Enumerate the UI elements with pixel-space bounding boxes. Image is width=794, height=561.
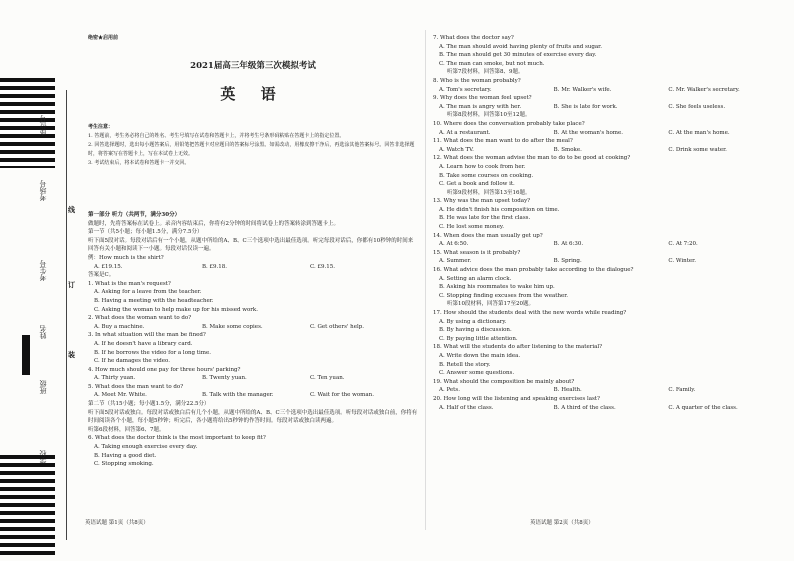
question-list-left xyxy=(88,280,418,400)
option: A. Watch TV. xyxy=(439,146,474,153)
binding-label-room: 考场号 xyxy=(39,180,47,201)
option: A. Half of the class. xyxy=(439,404,494,411)
option: C. Drink some water. xyxy=(668,146,727,153)
confidential-tag: 绝密★启用前 xyxy=(88,35,119,41)
option: A. At 6:50. xyxy=(439,241,469,248)
part1-instructions: 听下面5段对话。每段对话后有一个小题，从题中所给的A、B、C三个选项中选出最佳选项。听完每段对话后，你都有10秒钟的时间来回答有关小题和阅读下一小题。每段对话仅读一遍。 xyxy=(88,237,414,253)
option: C. He lost some money. xyxy=(439,224,504,231)
option: A. £19.15. xyxy=(94,263,123,270)
part2-heading: 第二节（共15小题；每小题1.5分，满分22.5分） xyxy=(88,401,210,408)
option: A. The man should avoid having plenty of fruits and sugar. xyxy=(439,43,602,50)
seal-ding: 订 xyxy=(68,280,75,289)
page-footer-right: 英语试题 第2页（共8页） xyxy=(530,520,594,526)
notice-heading: 考生注意： xyxy=(88,124,114,130)
option: C. Asking the woman to help make up for his missed work. xyxy=(94,306,258,313)
option: C. Get a book and follow it. xyxy=(439,181,515,188)
question-text: 7. What does the doctor say? xyxy=(433,35,514,41)
option: B. By having a discussion. xyxy=(439,327,512,334)
question-text: 4. How much should one pay for three hours' parking? xyxy=(88,366,241,373)
option-row xyxy=(439,404,783,413)
notice-item: 2. 回答选择题时，选出每小题答案后，用铅笔把答题卡对应题目的答案标号涂黑。如需改动，用橡皮擦干净后，再选涂其他答案标号。回答非选择题时，将答案写在答题卡上，写在本试卷上无效。 xyxy=(88,142,415,157)
option-row xyxy=(94,391,418,400)
question-text: 14. When does the man usually get up? xyxy=(433,232,543,239)
option: C. Wait for the woman. xyxy=(310,392,374,399)
option: A. Summer. xyxy=(439,258,472,265)
question-text: 3. In what situation will the man be fined? xyxy=(88,332,206,339)
question-text: 12. What does the woman advise the man to do to be good at cooking? xyxy=(433,155,631,162)
option: A. If he doesn't have a library card. xyxy=(94,340,193,347)
option: C. Get others' help. xyxy=(310,323,364,330)
option-row xyxy=(439,240,783,249)
option-row xyxy=(439,146,783,155)
option: B. The man should get 30 minutes of exercise every day. xyxy=(439,52,597,59)
option: B. Spring. xyxy=(553,258,582,265)
option: B. Mr. Walker's wife. xyxy=(553,86,612,93)
question-text: 17. How should the students deal with the new words while reading? xyxy=(433,310,627,316)
option: C. The man can smoke, but not much. xyxy=(439,60,545,67)
option: C. Ten yuan. xyxy=(310,375,345,382)
option: C. By paying little attention. xyxy=(439,335,518,342)
option: B. He was late for the first class. xyxy=(439,215,531,222)
option: B. She is late for work. xyxy=(553,103,618,110)
option: A. Thirty yuan. xyxy=(94,375,136,382)
option: A. Pets. xyxy=(439,387,460,394)
option: B. Retell the story. xyxy=(439,361,491,368)
column-divider xyxy=(425,30,426,530)
seal-zhuang: 装 xyxy=(68,350,75,359)
option-row xyxy=(439,386,783,395)
option: C. A quarter of the class. xyxy=(668,404,738,411)
option: C. At the man's home. xyxy=(668,129,730,136)
option: C. If he damages the video. xyxy=(94,358,171,365)
option: B. Take some courses on cooking. xyxy=(439,172,534,179)
option: A. By using a dictionary. xyxy=(439,318,507,325)
option: A. Write down the main idea. xyxy=(439,352,521,359)
binding-label-school: 学校 xyxy=(39,450,47,464)
material-note: 听第6段材料，回答第6、7题。 xyxy=(88,426,165,433)
question-list-right xyxy=(433,34,783,412)
option: C. At 7:20. xyxy=(668,241,698,248)
option: B. Smoke. xyxy=(553,146,582,153)
exam-notice xyxy=(88,123,418,168)
material-note: 听第7段材料，回答第8、9题。 xyxy=(447,69,524,76)
option: C. Stopping smoking. xyxy=(94,461,154,468)
notice-item: 3. 考试结束后，将本试卷和答题卡一并交回。 xyxy=(88,160,190,166)
option: B. £9.18. xyxy=(202,263,228,270)
example-options xyxy=(94,263,418,272)
listening-section xyxy=(88,211,418,469)
option: B. Having a good diet. xyxy=(94,452,157,459)
option: A. Asking for a leave from the teacher. xyxy=(94,289,202,296)
option-row xyxy=(439,257,783,266)
option: C. Stopping finding excuses from the weather. xyxy=(439,292,569,299)
option: A. Setting an alarm clock. xyxy=(439,275,512,282)
section-heading: 第一部分 听力（共两节，满分30分） xyxy=(88,212,181,218)
binding-label-name: 姓名 xyxy=(39,325,47,339)
binding-line xyxy=(66,90,67,540)
option: A. Taking enough exercise every day. xyxy=(94,444,198,451)
question-text: 13. Why was the man upset today? xyxy=(433,198,531,205)
option: C. £9.15. xyxy=(310,263,336,270)
option: B. If he borrows the video for a long time. xyxy=(94,349,211,356)
option: B. Health. xyxy=(553,387,582,394)
option: A. Meet Mr. White. xyxy=(94,392,147,399)
option: B. Twenty yuan. xyxy=(202,375,247,382)
material-note: 听第9段材料，回答第13至16题。 xyxy=(447,189,531,196)
option: A. He didn't finish his composition on time. xyxy=(439,206,560,213)
option-row xyxy=(94,323,418,332)
option: C. Winter. xyxy=(668,258,696,265)
option: B. Make some copies. xyxy=(202,323,263,330)
seal-xian: 线 xyxy=(68,205,75,214)
part1-heading: 第一节（共5小题；每小题1.5分，满分7.5分） xyxy=(88,229,203,236)
option: B. Asking his roommates to wake him up. xyxy=(439,284,555,291)
question-text: 16. What advice does the man probably take according to the dialogue? xyxy=(433,267,634,274)
option-row xyxy=(94,374,418,383)
option: A. Buy a machine. xyxy=(94,323,145,330)
binding-label-class: 班级 xyxy=(39,380,47,394)
material-note: 听第8段材料，回答第10至12题。 xyxy=(447,112,531,119)
option-row xyxy=(439,86,783,95)
notice-item: 1. 答题前，考生务必将自己的姓名、考生号填写在试卷和答题卡上，并将考生号条形码粘贴在答题卡上的指定位置。 xyxy=(88,133,345,139)
question-text: 2. What does the woman want to do? xyxy=(88,315,192,322)
question-text: 8. Who is the woman probably? xyxy=(433,77,521,84)
option: B. At the woman's home. xyxy=(553,129,624,136)
binding-strip xyxy=(0,0,90,561)
option: A. At a restaurant. xyxy=(439,129,491,136)
question-text: 18. What will the students do after listening to the material? xyxy=(433,344,603,351)
part2-instructions: 听下面5段对话或独白。每段对话或独白后有几个小题，从题中所给的A、B、C三个选项中选出最佳选项。听每段对话或独白前，你将有时间阅读各个小题，每小题5秒钟；听完后，各小题将给出5秒钟的作答时间。每段对话或独白读两遍。 xyxy=(88,409,418,425)
page-footer-left: 英语试题 第1页（共8页） xyxy=(85,520,149,526)
option: A. Learn how to cook from her. xyxy=(439,163,526,170)
option: C. Family. xyxy=(668,387,696,394)
question-text: 11. What does the man want to do after the meal? xyxy=(433,138,573,145)
section-intro: 做题时，先将答案标在试卷上。录音内容结束后，你将有2分钟的时间将试卷上的答案转涂到答题卡上。 xyxy=(88,220,340,227)
question-text: 9. Why does the woman feel upset? xyxy=(433,95,532,102)
question-text: 10. Where does the conversation probably take place? xyxy=(433,120,585,127)
subject-title: 英 语 xyxy=(220,85,286,103)
option: C. Mr. Walker's secretary. xyxy=(668,86,740,93)
barcode-stripes-bottom xyxy=(0,455,55,555)
option: C. Answer some questions. xyxy=(439,370,515,377)
option: B. Talk with the manager. xyxy=(202,392,274,399)
question-text: 20. How long will the listening and speaking exercises last? xyxy=(433,395,600,402)
binding-label-seat: 座位号 xyxy=(39,115,47,136)
option: B. A third of the class. xyxy=(553,404,616,411)
exam-title: 2021届高三年级第三次模拟考试 xyxy=(190,61,316,71)
question-text: 6. What does the doctor think is the most important to keep fit? xyxy=(88,435,266,442)
question-text: 5. What does the man want to do? xyxy=(88,383,184,390)
material-note: 听第10段材料，回答第17至20题。 xyxy=(447,301,534,308)
option: A. The man is angry with her. xyxy=(439,103,522,110)
option: A. Tom's secretary. xyxy=(439,86,492,93)
barcode-bar-mid xyxy=(22,335,30,375)
example-answer: 答案是C。 xyxy=(88,272,115,279)
option: B. Having a meeting with the headteacher. xyxy=(94,297,214,304)
question-text: 19. What should the composition be mainly about? xyxy=(433,378,575,385)
question-text: 15. What season is it probably? xyxy=(433,249,521,256)
option: B. At 6:30. xyxy=(553,241,584,248)
example-question: 例：How much is the shirt? xyxy=(88,254,164,261)
option: C. She feels useless. xyxy=(668,103,726,110)
option-row xyxy=(439,129,783,138)
question-text: 1. What is the man's request? xyxy=(88,280,171,287)
option-row xyxy=(439,103,783,112)
binding-label-examinee: 考生号 xyxy=(39,260,47,281)
